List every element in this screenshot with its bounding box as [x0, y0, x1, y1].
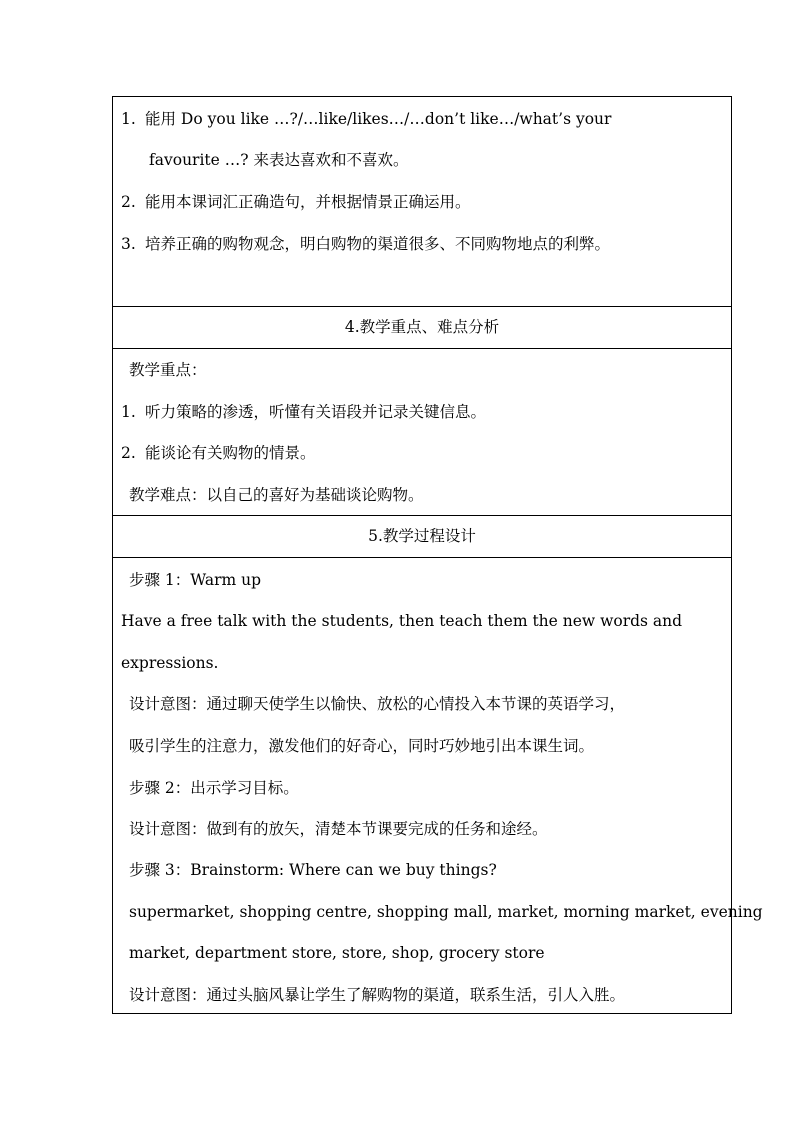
- section-4-title: 4.教学重点、难点分析: [344, 318, 500, 336]
- step-3-text-line-1: supermarket, shopping centre, shopping mall, market, morning market, evening: [129, 903, 763, 921]
- step-2-label: 步骤 2：出示学习目标。: [129, 779, 299, 797]
- section-5-title: 5.教学过程设计: [368, 527, 476, 545]
- step-2-intent: 设计意图：做到有的放矢，清楚本节课要完成的任务和途经。: [129, 820, 548, 838]
- step-3-label: 步骤 3：Brainstorm: Where can we buy things?: [129, 861, 497, 879]
- objective-1-number: 1.: [121, 110, 136, 128]
- objective-1-text: 能用 Do you like …?/…like/likes…/…don’t like…/what’s your: [145, 110, 612, 128]
- objective-1-line-1: [121, 109, 611, 129]
- objective-3-text: 培养正确的购物观念，明白购物的渠道很多、不同购物地点的利弊。: [145, 235, 611, 253]
- step-1-intent-line-2: 吸引学生的注意力，激发他们的好奇心，同时巧妙地引出本课生词。: [129, 737, 595, 755]
- key-point-2-text: 能谈论有关购物的情景。: [145, 444, 316, 462]
- objective-2-number: 2.: [121, 193, 136, 211]
- key-point-2-number: 2.: [121, 444, 136, 462]
- step-1-text-line-1: Have a free talk with the students, then teach them the new words and: [121, 612, 683, 630]
- section-5-content: [113, 557, 763, 1015]
- objective-2-text: 能用本课词汇正确造句，并根据情景正确运用。: [145, 193, 471, 211]
- step-1-intent-line-1: 设计意图：通过聊天使学生以愉快、放松的心情投入本节课的英语学习，: [129, 695, 626, 713]
- section-5-title-row: [113, 515, 731, 557]
- objective-3-number: 3.: [121, 235, 136, 253]
- step-1-label: 步骤 1：Warm up: [129, 571, 262, 589]
- section-4-content: [113, 348, 731, 515]
- key-point-1: [121, 402, 486, 422]
- lesson-plan-table: [112, 96, 763, 1014]
- section-4-title-row: [113, 306, 731, 348]
- objectives-cell: [113, 97, 731, 306]
- objective-3: [121, 234, 610, 254]
- key-point-1-number: 1.: [121, 403, 136, 421]
- objective-2: [121, 192, 471, 212]
- step-3-intent: 设计意图：通过头脑风暴让学生了解购物的渠道，联系生活，引人入胜。: [129, 986, 626, 1004]
- step-3-text-line-2: market, department store, store, shop, grocery store: [129, 944, 545, 962]
- key-point-2: [121, 443, 316, 463]
- key-point-1-text: 听力策略的渗透，听懂有关语段并记录关键信息。: [145, 403, 487, 421]
- key-points-label: 教学重点：: [129, 361, 207, 379]
- objective-1-line-2: favourite …? 来表达喜欢和不喜欢。: [149, 151, 409, 169]
- difficulty-text: 教学难点：以自己的喜好为基础谈论购物。: [129, 486, 424, 504]
- step-1-text-line-2: expressions.: [121, 654, 219, 672]
